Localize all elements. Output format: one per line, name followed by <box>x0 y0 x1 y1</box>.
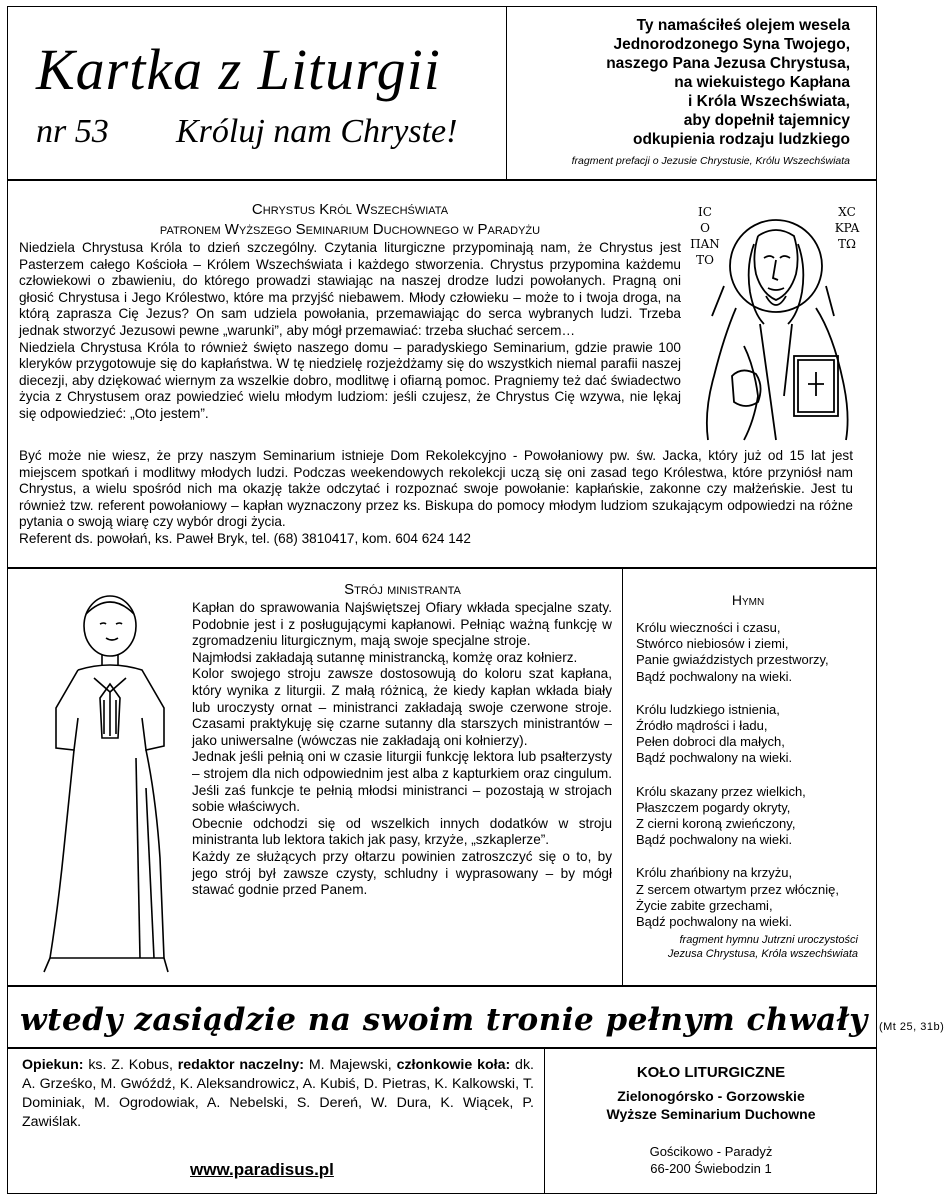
hymn-source-line: Jezusa Chrystusa, Króla wszechświata <box>667 948 858 960</box>
icon-letter: ΠΑN <box>690 237 720 251</box>
hymn-line: Bądź pochwalony na wieki. <box>636 832 793 848</box>
website-link[interactable]: www.paradisus.pl <box>190 1160 334 1179</box>
kolo-name: KOŁO LITURGICZNE <box>636 1064 786 1081</box>
hymn-text <box>636 620 868 947</box>
hymn-line: Panie gwiaździstych przestworzy, <box>636 652 829 668</box>
icon-letter: KPA <box>834 221 860 235</box>
header-divider <box>506 6 507 180</box>
hymn-divider <box>622 568 623 986</box>
preface-line: aby dopełnił tajemnicy <box>683 112 850 129</box>
seminary-line: Zielonogórsko - Gorzowskie <box>617 1088 805 1104</box>
preface-line: na wiekuistego Kapłana <box>674 74 850 91</box>
article2-title: Strój ministranta <box>344 581 461 598</box>
hymn-line: Bądź pochwalony na wieki. <box>636 914 793 930</box>
christ-pantocrator-icon <box>684 196 866 440</box>
preface-line: Jednorodzonego Syna Twojego, <box>613 36 850 53</box>
preface-line: Ty namaściłeś olejem wesela <box>636 17 850 34</box>
hymn-line: Źródło mądrości i ładu, <box>636 718 768 734</box>
article1-paragraph: Niedziela Chrystusa Króla to dzień szczególny. Czytania liturgiczne przypominają nam, że Chrystus jest Pasterzem całego Kościoła – Królem Wszechświata i każdego stworzenia. Chrystus przypomina każdemu człowiekowi o zbawieniu, do którego prowadzi stawiając na naszej drodze ludzi powołanych. Pragną oni głosić Chrystusa i Jego Królestwo, które ma przyjść niebawem. Młody człowieku – może to i twoja droga, na którą zaprasza Cię Jezus? On sam udziela powołania, przemawiając do serca wybranych ludzi. Trzeba jednak stworzyć Jezusowi pewne „warunki”, aby mógł przemawiać: trzeba słuchać sercem… <box>19 240 681 338</box>
article2-body <box>192 600 612 899</box>
hymn-line: Z sercem otwartym przez włócznię, <box>636 881 839 897</box>
issue-number: nr 53 <box>36 113 109 150</box>
article2-paragraph: Kapłan do sprawowania Najświętszej Ofiary wkłada specjalne szaty. Podobnie jest i z posługującymi kapłanowi. Pełniąc ważną funkcję w zgromadzeniu liturgicznym, mają swoje specjalne stroje. <box>192 600 612 649</box>
hymn-line: Życie zabite grzechami, <box>636 897 773 913</box>
hymn-line: Królu skazany przez wielkich, <box>636 783 806 799</box>
altar-boy-illustration <box>14 588 184 978</box>
hymn-line: Z cierni koroną zwieńczony, <box>636 816 796 832</box>
redaktor-name: M. Majewski, <box>304 1057 397 1073</box>
hymn-line: Bądź pochwalony na wieki. <box>636 668 793 684</box>
seminary-line: Wyższe Seminarium Duchowne <box>606 1106 816 1122</box>
verse-reference: (Mt 25, 31b) <box>878 1021 944 1033</box>
preface-source: fragment prefacji o Jezusie Chrystusie, Królu Wszechświata <box>571 155 850 167</box>
article2-paragraph: Obecnie odchodzi się od wszelkich innych dodatków w stroju ministranta lub lektora takich jak pasy, krzyże, „szkaplerze”. <box>192 815 612 848</box>
opiekun-label: Opiekun: <box>22 1057 84 1073</box>
hymn-stanza <box>636 702 868 767</box>
hymn-stanza <box>636 865 868 930</box>
redaktor-label: redaktor naczelny: <box>177 1057 305 1073</box>
liturgical-circle-info <box>548 1064 874 1177</box>
hymn-stanza <box>636 620 868 685</box>
members-names: dk. A. Grześko, M. Gwóźdź, K. Aleksandrowicz, A. Kubiś, D. Pietras, K. Kalkowski, T. Dominiak, M. Ogrodowiak, A. Nebelski, S. Dereń, W. Dura, K. Wiącek, P. Zawiślak. <box>22 1057 534 1130</box>
hymn-source <box>630 933 858 961</box>
icon-letter: XC <box>838 205 856 219</box>
article1-body-top <box>19 240 681 423</box>
article2-paragraph: Każdy ze służących przy ołtarzu powinien zatroszczyć się o to, by jego strój był zawsze czysty, schludny i wyprasowany – by mógł stawać godnie przed Panem. <box>192 848 612 898</box>
icon-letters-left <box>690 204 720 268</box>
article1-paragraph: Niedziela Chrystusa Króla to również święto naszego domu – paradyskiego Seminarium, gdzie prawie 100 kleryków przygotowuje się do kapłaństwa. W tę niedzielę rozjeżdżamy się do wszystkich niemal parafii naszej diecezji, aby dziękować wiernym za wszelkie dobro, modlitwę i ofiarną pomoc. Pragniemy też dać świadectwo życia z Chrystusem oraz powiedzieć wielu młodym ludziom: jeśli czujesz, że Chrystus Cię wzywa, nie lękaj się odpowiedzieć: „Oto jestem”. <box>19 339 681 421</box>
address-line: 66-200 Świebodzin 1 <box>650 1161 772 1176</box>
scripture-verse <box>20 1002 944 1038</box>
newsletter-title: Kartka z Liturgii <box>36 37 441 102</box>
hymn-line: Królu zhańbiony na krzyżu, <box>636 865 793 881</box>
hymn-line: Pełen dobroci dla małych, <box>636 734 785 750</box>
hymn-title: Hymn <box>731 592 765 608</box>
article2-paragraph: Jednak jeśli pełnią oni w czasie liturgii funkcję lektora lub psałterzysty – strojem dla nich odpowiednim jest alba z kapturkiem oraz cingulum. Jeśli zaś funkcje te pełnią młodsi ministranci – pozostają w strojach sobie właściwych. <box>192 749 612 815</box>
hymn-source-line: fragment hymnu Jutrzni uroczystości <box>679 934 858 946</box>
hymn-line: Królu wieczności i czasu, <box>636 620 781 635</box>
preface-line: i Króla Wszechświata, <box>688 93 850 110</box>
article1-title-line1: Chrystus Król Wszechświata <box>251 201 449 218</box>
article1-title <box>40 200 660 240</box>
verse-text: wtedy zasiądzie na swoim tronie pełnym chwały <box>20 1002 868 1038</box>
article1-paragraph: Być może nie wiesz, że przy naszym Seminarium istnieje Dom Rekolekcyjno - Powołaniowy pw. św. Jacka, który już od 15 lat jest miejscem spotkań i modlitwy młodych ludzi. Podczas weekendowych rekolekcji uczą się oni zasad tego Królestwa, które przyniósł nam Chrystus, a wielu spośród nich ma okazję także odczytać i rozpoznać swoje powołanie: kapłańskie, zakonne czy małżeńskie. Jest tu również tzw. referent powołaniowy – kapłan wyznaczony przez ks. Biskupa do pomocy młodym ludziom szukającym odpowiedzi na różne pytania o swoją wiarę czy wybór drogi życia. <box>19 448 853 530</box>
preface-line: naszego Pana Jezusa Chrystusa, <box>606 55 850 72</box>
icon-letter: TΩ <box>838 237 856 251</box>
hymn-line: Stwórco niebiosów i ziemi, <box>636 636 789 652</box>
article1-body-bottom <box>19 448 853 548</box>
hymn-line: Bądź pochwalony na wieki. <box>636 750 793 766</box>
icon-letters-right <box>830 204 864 252</box>
icon-letter: TO <box>696 253 714 267</box>
hymn-stanza <box>636 784 868 849</box>
hymn-line: Królu ludzkiego istnienia, <box>636 701 780 717</box>
icon-letter: O <box>700 221 710 235</box>
article2-paragraph: Najmłodsi zakładają sutannę ministrancką, komżę oraz kołnierz. <box>192 649 578 665</box>
motto: Króluj nam Chryste! <box>176 113 458 150</box>
hymn-line: Płaszczem pogardy okryty, <box>636 799 791 815</box>
preface-quote <box>520 16 850 149</box>
article1-title-line2: patronem Wyższego Seminarium Duchownego w Paradyżu <box>159 221 541 238</box>
article2-paragraph: Kolor swojego stroju zawsze dostosowują do koloru szat kapłana, który wynika z liturgii. Z małą różnicą, że kiedy kapłan wkłada biały lub uroczysty ornat – ministranci zakładają swoje czerwone stroje. Czasami praktykuję się czarne sutanny dla starszych ministrantów – jako uniwersalne (wówczas nie zakładają oni kołnierzy). <box>192 666 612 748</box>
footer-divider <box>544 1048 545 1194</box>
members-label: członkowie koła: <box>396 1057 511 1073</box>
preface-line: odkupienia rodzaju ludzkiego <box>632 131 850 148</box>
referent-contact: Referent ds. powołań, ks. Paweł Bryk, tel. (68) 3810417, kom. 604 624 142 <box>19 530 471 546</box>
opiekun-name: ks. Z. Kobus, <box>83 1057 178 1073</box>
address-line: Gościkowo - Paradyż <box>649 1144 773 1159</box>
editorial-staff <box>22 1056 534 1132</box>
icon-letter: IC <box>698 205 712 219</box>
